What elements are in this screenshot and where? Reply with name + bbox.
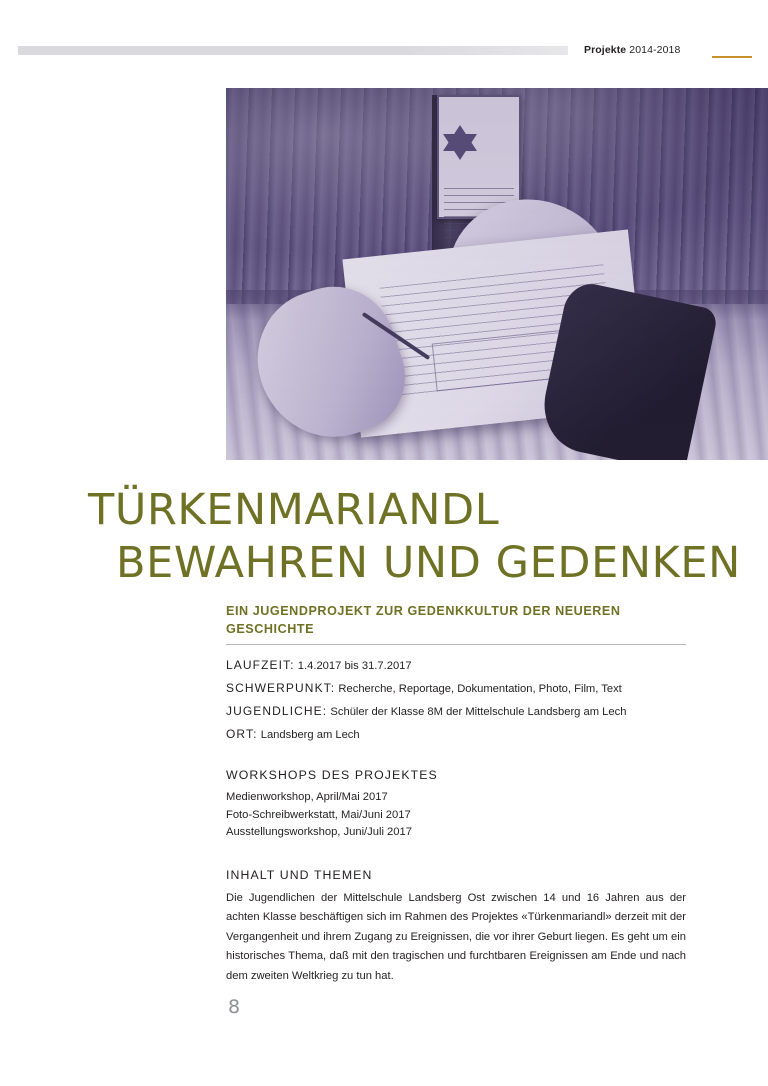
content-paragraph: Die Jugendlichen der Mittelschule Landsberg Ost zwischen 14 und 16 Jahren aus der achten Klasse beschäftigen sich im Rahmen des Projektes «Türkenmariandl» derzeit mit der Vergangenheit und ihrem Zugang zu Ereignissen, die vor ihrer Geburt liegen. Es geht um ein historisches Thema, daß mit den tragischen und furchtbaren Ereignissen am Ende und nach dem zweiten Weltkrieg zu tun hat.	[226, 891, 686, 982]
page-title	[88, 484, 741, 590]
project-photo	[226, 88, 768, 460]
meta-key-jugendliche: JUGENDLICHE:	[226, 704, 328, 718]
header-gray-bar	[18, 46, 568, 55]
header-series-label: Projekte	[584, 44, 627, 56]
meta-row	[226, 677, 686, 700]
meta-value-laufzeit: 1.4.2017 bis 31.7.2017	[297, 660, 412, 672]
meta-row	[226, 723, 686, 746]
project-subtitle: EIN JUGENDPROJEKT ZUR GEDENKKULTUR DER NEUEREN GESCHICHTE	[226, 604, 621, 636]
header-years: 2014-2018	[629, 44, 681, 56]
divider-rule	[226, 644, 686, 645]
photo-duotone-tint	[226, 88, 768, 460]
workshop-item: Foto-Schreibwerkstatt, Mai/Juni 2017	[226, 808, 411, 821]
meta-value-ort: Landsberg am Lech	[260, 729, 360, 741]
meta-key-ort: ORT:	[226, 727, 258, 741]
meta-row	[226, 700, 686, 723]
workshop-item: Medienworkshop, April/Mai 2017	[226, 791, 388, 803]
page-number: 8	[228, 996, 241, 1018]
content-heading: INHALT UND THEMEN	[226, 867, 373, 882]
meta-key-laufzeit: LAUFZEIT:	[226, 658, 295, 672]
photo-illustration	[226, 88, 768, 460]
header-running-title	[584, 44, 680, 56]
meta-key-schwerpunkt: SCHWERPUNKT:	[226, 681, 336, 695]
title-line-2: BEWAHREN UND GEDENKEN	[116, 538, 741, 588]
project-details	[226, 602, 686, 986]
page-header	[0, 46, 768, 60]
header-gold-rule	[712, 56, 752, 58]
workshop-item: Ausstellungsworkshop, Juni/Juli 2017	[226, 826, 412, 838]
workshops-heading: WORKSHOPS DES PROJEKTES	[226, 768, 438, 782]
title-line-1: TÜRKENMARIANDL	[88, 485, 500, 535]
meta-value-schwerpunkt: Recherche, Reportage, Dokumentation, Photo, Film, Text	[338, 683, 622, 695]
meta-row	[226, 654, 686, 677]
meta-value-jugendliche: Schüler der Klasse 8M der Mittelschule Landsberg am Lech	[330, 706, 627, 718]
